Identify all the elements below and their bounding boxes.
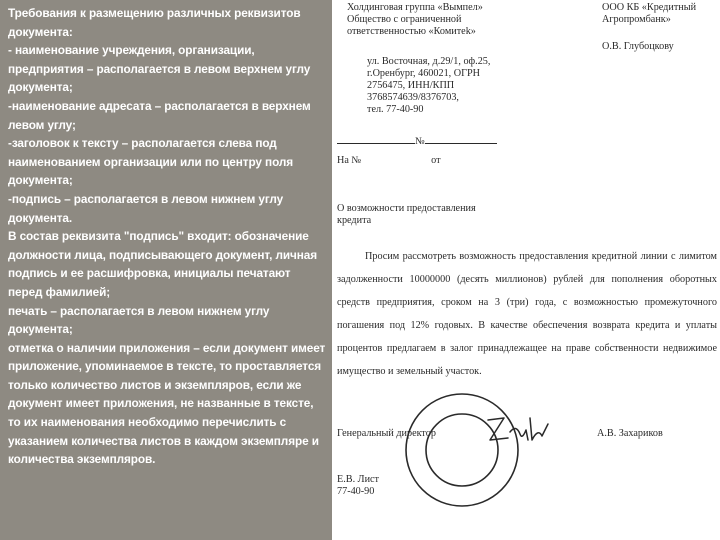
address-line: 3768574639/8376703,	[367, 92, 459, 103]
sender-line: Холдинговая группа «Вымпел»	[347, 2, 483, 13]
requirement-item: печать – располагается в левом нижнем углу документа;	[8, 303, 270, 337]
requirement-item: -заголовок к тексту – располагается слева под наименованием организации или по центру поля документа;	[8, 136, 294, 188]
letter-subject	[337, 203, 517, 227]
requirements-panel	[0, 0, 332, 540]
recipient-organization	[602, 2, 720, 26]
address-line: тел. 77-40-90	[367, 104, 424, 115]
requirements-heading: Требования к размещению различных реквизитов документа:	[8, 6, 301, 39]
sender-address	[367, 56, 527, 116]
recipient-line: Агропромбанк»	[602, 14, 671, 25]
signer-name: А.В. Захариков	[597, 428, 663, 439]
number-sign: №	[415, 136, 425, 147]
date-blank	[337, 134, 415, 144]
reference-prefix: На №	[337, 155, 362, 166]
sender-line: Общество с ограниченной	[347, 14, 462, 25]
letter-body: Просим рассмотреть возможность предоставления кредитной линии с лимитом задолженности 10000000 (десять миллионов) рублей для пополнения оборотных средств предприятия, сроком на 3 (три) года, с возможностью промежуточного погашения под 12% годовых. В качестве обеспечения возврата кредита и уплаты процентов предлагаем в залог принадлежащее на праве собственности недвижимое имущество и земельный участок.	[337, 251, 717, 377]
recipient-line: ООО КБ «Кредитный	[602, 2, 697, 13]
registration-number-line	[337, 134, 497, 148]
stamp-seal	[402, 390, 522, 510]
requirement-item: В состав реквизита "подпись" входит: обозначение должности лица, подписывающего документ, личная подпись и ее расшифровка, инициалы печатают перед фамилией;	[8, 229, 318, 299]
subject-line: кредита	[337, 215, 372, 226]
reference-line	[337, 155, 441, 167]
number-blank	[425, 134, 497, 144]
executor-phone: 77-40-90	[337, 486, 375, 497]
signer-title: Генеральный директор	[337, 428, 436, 439]
sender-line: ответственностью «Комитеk»	[347, 26, 476, 37]
requirement-item: отметка о наличии приложения – если документ имеет приложение, упоминаемое в тексте, то проставляется только количество листов и экземпляров, если же документ имеет приложения, не названные в тексте, то их наименования необходимо перечислить с указанием количества листов в каждом экземпляре и количества экземпляров.	[8, 340, 326, 467]
sender-organization	[347, 2, 527, 38]
requirement-item: -подпись – располагается в левом нижнем углу документа.	[8, 191, 284, 225]
handwritten-signature	[482, 410, 552, 450]
address-line: 2756475, ИНН/КПП	[367, 80, 455, 91]
address-line: г.Оренбург, 460021, ОГРН	[367, 68, 481, 79]
executor-name: Е.В. Лист	[337, 474, 379, 485]
sample-letter	[332, 0, 720, 540]
reference-from: от	[431, 155, 441, 166]
executor-info	[337, 474, 379, 498]
recipient-person: О.В. Глубоцкову	[602, 41, 674, 52]
requirement-item: - наименование учреждения, организации, предприятия – располагается в левом верхнем углу документа;	[8, 43, 311, 95]
requirement-item: -наименование адресата – располагается в верхнем левом углу;	[8, 98, 311, 132]
subject-line: О возможности предоставления	[337, 203, 476, 214]
address-line: ул. Восточная, д.29/1, оф.25,	[367, 56, 491, 67]
